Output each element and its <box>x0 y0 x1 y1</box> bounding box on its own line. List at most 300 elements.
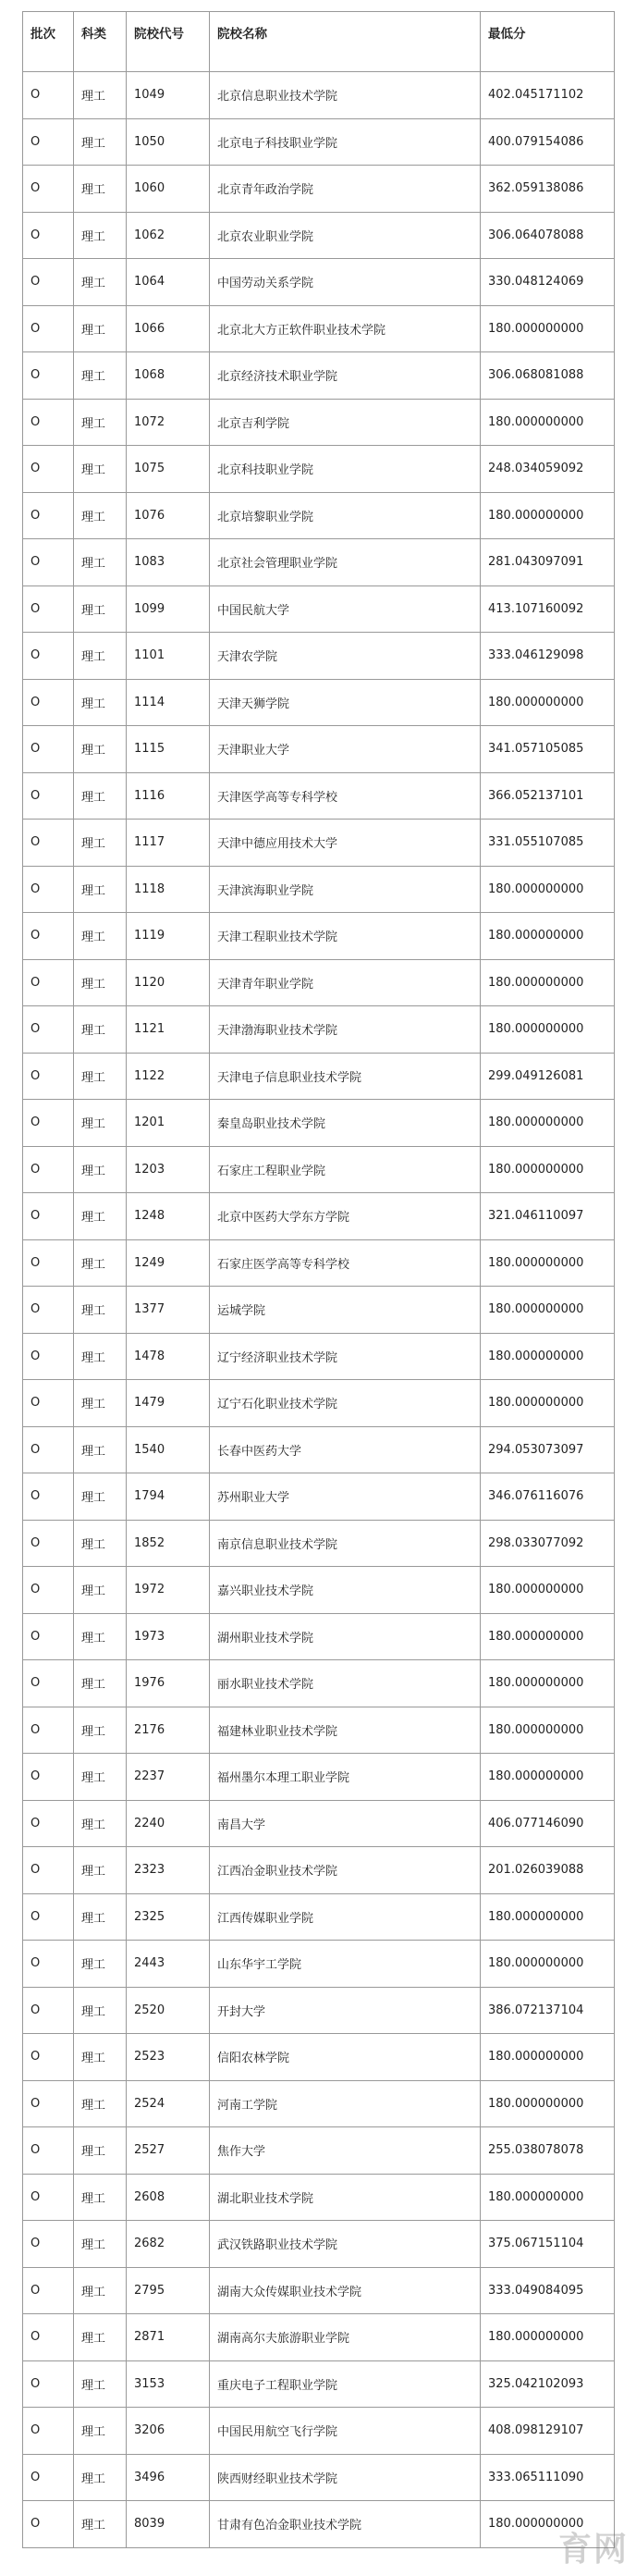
cell-school-code: 1114 <box>127 679 210 726</box>
cell-school-code: 1122 <box>127 1053 210 1100</box>
cell-batch: O <box>23 212 74 259</box>
cell-batch: O <box>23 1333 74 1380</box>
cell-school-name: 天津农学院 <box>210 633 481 680</box>
cell-category: 理工 <box>74 72 127 119</box>
cell-batch: O <box>23 1146 74 1193</box>
cell-category: 理工 <box>74 2080 127 2127</box>
cell-min-score: 400.079154086 <box>481 118 615 166</box>
cell-batch: O <box>23 585 74 633</box>
cell-school-code: 1116 <box>127 772 210 820</box>
table-row <box>23 726 615 773</box>
cell-min-score: 180.000000000 <box>481 2174 615 2221</box>
cell-school-name: 河南工学院 <box>210 2080 481 2127</box>
cell-category: 理工 <box>74 679 127 726</box>
cell-batch: O <box>23 2501 74 2548</box>
cell-batch: O <box>23 913 74 960</box>
cell-min-score: 180.000000000 <box>481 1380 615 1427</box>
cell-school-name: 天津电子信息职业技术学院 <box>210 1053 481 1100</box>
table-row <box>23 1146 615 1193</box>
table-row <box>23 1053 615 1100</box>
cell-school-name: 福建林业职业技术学院 <box>210 1707 481 1754</box>
cell-school-code: 1121 <box>127 1006 210 1054</box>
cell-category: 理工 <box>74 1800 127 1847</box>
cell-school-code: 2443 <box>127 1941 210 1988</box>
cell-category: 理工 <box>74 2360 127 2408</box>
cell-school-name: 嘉兴职业技术学院 <box>210 1567 481 1614</box>
cell-school-code: 2237 <box>127 1754 210 1801</box>
cell-batch: O <box>23 866 74 913</box>
table-row <box>23 1987 615 2034</box>
cell-school-code: 1115 <box>127 726 210 773</box>
cell-min-score: 180.000000000 <box>481 2034 615 2081</box>
table-row <box>23 1613 615 1660</box>
table-row <box>23 305 615 352</box>
cell-min-score: 321.046110097 <box>481 1193 615 1240</box>
table-row <box>23 2034 615 2081</box>
cell-min-score: 333.049084095 <box>481 2267 615 2314</box>
cell-min-score: 248.034059092 <box>481 446 615 493</box>
cell-school-name: 辽宁经济职业技术学院 <box>210 1333 481 1380</box>
table-row <box>23 2408 615 2455</box>
cell-batch: O <box>23 539 74 586</box>
cell-batch: O <box>23 399 74 446</box>
cell-category: 理工 <box>74 2174 127 2221</box>
cell-category: 理工 <box>74 305 127 352</box>
cell-school-code: 2323 <box>127 1847 210 1894</box>
cell-category: 理工 <box>74 726 127 773</box>
table-row <box>23 2080 615 2127</box>
cell-category: 理工 <box>74 2221 127 2268</box>
cell-batch: O <box>23 305 74 352</box>
cell-school-name: 湖州职业技术学院 <box>210 1613 481 1660</box>
cell-school-code: 1203 <box>127 1146 210 1193</box>
cell-school-name: 天津滨海职业学院 <box>210 866 481 913</box>
table-row <box>23 1239 615 1287</box>
cell-school-code: 8039 <box>127 2501 210 2548</box>
table-row <box>23 1893 615 1941</box>
cell-min-score: 180.000000000 <box>481 959 615 1006</box>
cell-category: 理工 <box>74 446 127 493</box>
cell-school-name: 福州墨尔本理工职业学院 <box>210 1754 481 1801</box>
cell-school-name: 甘肃有色冶金职业技术学院 <box>210 2501 481 2548</box>
cell-school-name: 湖南高尔夫旅游职业学院 <box>210 2314 481 2361</box>
cell-min-score: 180.000000000 <box>481 1146 615 1193</box>
header-batch: 批次 <box>23 12 74 72</box>
watermark: 育网 <box>557 2531 629 2569</box>
table-row <box>23 1287 615 1334</box>
cell-school-code: 2325 <box>127 1893 210 1941</box>
table-row <box>23 1006 615 1054</box>
cell-school-name: 北京社会管理职业学院 <box>210 539 481 586</box>
cell-batch: O <box>23 1987 74 2034</box>
cell-school-name: 北京中医药大学东方学院 <box>210 1193 481 1240</box>
cell-category: 理工 <box>74 585 127 633</box>
table-row <box>23 1380 615 1427</box>
cell-school-name: 天津职业大学 <box>210 726 481 773</box>
table-row <box>23 633 615 680</box>
table-row <box>23 352 615 400</box>
table-row <box>23 259 615 306</box>
cell-school-code: 1249 <box>127 1239 210 1287</box>
cell-min-score: 180.000000000 <box>481 1893 615 1941</box>
table-row <box>23 72 615 119</box>
score-table <box>22 11 615 2548</box>
table-row <box>23 913 615 960</box>
cell-min-score: 201.026039088 <box>481 1847 615 1894</box>
cell-category: 理工 <box>74 1613 127 1660</box>
cell-batch: O <box>23 772 74 820</box>
cell-batch: O <box>23 492 74 539</box>
table-row <box>23 2314 615 2361</box>
cell-min-score: 408.098129107 <box>481 2408 615 2455</box>
cell-school-code: 1973 <box>127 1613 210 1660</box>
cell-min-score: 180.000000000 <box>481 492 615 539</box>
cell-category: 理工 <box>74 1053 127 1100</box>
cell-school-name: 天津中德应用技术大学 <box>210 820 481 867</box>
cell-category: 理工 <box>74 352 127 400</box>
cell-category: 理工 <box>74 1146 127 1193</box>
cell-category: 理工 <box>74 913 127 960</box>
cell-batch: O <box>23 2080 74 2127</box>
table-row <box>23 820 615 867</box>
cell-batch: O <box>23 2267 74 2314</box>
cell-school-name: 辽宁石化职业技术学院 <box>210 1380 481 1427</box>
cell-school-code: 1068 <box>127 352 210 400</box>
cell-school-code: 1072 <box>127 399 210 446</box>
cell-school-name: 北京培黎职业学院 <box>210 492 481 539</box>
cell-school-name: 湖南大众传媒职业技术学院 <box>210 2267 481 2314</box>
table-body <box>23 72 615 2548</box>
cell-category: 理工 <box>74 1006 127 1054</box>
cell-school-name: 武汉铁路职业技术学院 <box>210 2221 481 2268</box>
cell-min-score: 341.057105085 <box>481 726 615 773</box>
cell-school-code: 1083 <box>127 539 210 586</box>
cell-category: 理工 <box>74 820 127 867</box>
cell-school-name: 中国民用航空飞行学院 <box>210 2408 481 2455</box>
cell-min-score: 180.000000000 <box>481 1239 615 1287</box>
cell-min-score: 406.077146090 <box>481 1800 615 1847</box>
cell-min-score: 333.046129098 <box>481 633 615 680</box>
cell-batch: O <box>23 1053 74 1100</box>
cell-batch: O <box>23 2408 74 2455</box>
cell-min-score: 402.045171102 <box>481 72 615 119</box>
cell-min-score: 306.068081088 <box>481 352 615 400</box>
table-row <box>23 2267 615 2314</box>
cell-batch: O <box>23 2314 74 2361</box>
cell-school-code: 3496 <box>127 2454 210 2501</box>
cell-min-score: 299.049126081 <box>481 1053 615 1100</box>
table-row <box>23 399 615 446</box>
table-row <box>23 1754 615 1801</box>
cell-batch: O <box>23 1193 74 1240</box>
cell-min-score: 180.000000000 <box>481 2501 615 2548</box>
cell-category: 理工 <box>74 2127 127 2175</box>
table-row <box>23 1100 615 1147</box>
cell-school-code: 2527 <box>127 2127 210 2175</box>
cell-school-code: 1478 <box>127 1333 210 1380</box>
cell-min-score: 362.059138086 <box>481 166 615 213</box>
table-row <box>23 1800 615 1847</box>
cell-min-score: 180.000000000 <box>481 1941 615 1988</box>
cell-batch: O <box>23 1941 74 1988</box>
cell-min-score: 180.000000000 <box>481 913 615 960</box>
cell-school-name: 信阳农林学院 <box>210 2034 481 2081</box>
cell-min-score: 306.064078088 <box>481 212 615 259</box>
table-row <box>23 446 615 493</box>
cell-category: 理工 <box>74 118 127 166</box>
cell-min-score: 180.000000000 <box>481 1333 615 1380</box>
cell-school-code: 1101 <box>127 633 210 680</box>
cell-category: 理工 <box>74 1426 127 1473</box>
cell-category: 理工 <box>74 866 127 913</box>
table-row <box>23 1426 615 1473</box>
cell-school-code: 1060 <box>127 166 210 213</box>
cell-school-code: 1201 <box>127 1100 210 1147</box>
cell-school-code: 1075 <box>127 446 210 493</box>
table-row <box>23 1567 615 1614</box>
cell-school-name: 北京农业职业学院 <box>210 212 481 259</box>
cell-school-name: 丽水职业技术学院 <box>210 1660 481 1707</box>
cell-school-code: 1099 <box>127 585 210 633</box>
cell-min-score: 346.076116076 <box>481 1473 615 1521</box>
cell-batch: O <box>23 2034 74 2081</box>
cell-school-name: 北京北大方正软件职业技术学院 <box>210 305 481 352</box>
table-row <box>23 166 615 213</box>
cell-school-code: 2523 <box>127 2034 210 2081</box>
cell-school-name: 运城学院 <box>210 1287 481 1334</box>
cell-school-name: 江西传媒职业学院 <box>210 1893 481 1941</box>
cell-min-score: 413.107160092 <box>481 585 615 633</box>
cell-school-code: 1377 <box>127 1287 210 1334</box>
cell-min-score: 180.000000000 <box>481 1754 615 1801</box>
cell-min-score: 325.042102093 <box>481 2360 615 2408</box>
cell-school-code: 1066 <box>127 305 210 352</box>
table-row <box>23 2127 615 2175</box>
table-row <box>23 1941 615 1988</box>
cell-batch: O <box>23 118 74 166</box>
cell-batch: O <box>23 1567 74 1614</box>
cell-school-name: 中国劳动关系学院 <box>210 259 481 306</box>
cell-category: 理工 <box>74 2408 127 2455</box>
cell-category: 理工 <box>74 1473 127 1521</box>
cell-school-code: 2871 <box>127 2314 210 2361</box>
cell-school-code: 1118 <box>127 866 210 913</box>
cell-min-score: 331.055107085 <box>481 820 615 867</box>
header-category: 科类 <box>74 12 127 72</box>
cell-school-name: 南京信息职业技术学院 <box>210 1520 481 1567</box>
cell-school-code: 3206 <box>127 2408 210 2455</box>
cell-category: 理工 <box>74 539 127 586</box>
cell-school-code: 3153 <box>127 2360 210 2408</box>
cell-school-name: 北京吉利学院 <box>210 399 481 446</box>
table-row <box>23 2174 615 2221</box>
cell-category: 理工 <box>74 959 127 1006</box>
cell-category: 理工 <box>74 1287 127 1334</box>
cell-min-score: 281.043097091 <box>481 539 615 586</box>
table-row <box>23 2360 615 2408</box>
cell-school-name: 开封大学 <box>210 1987 481 2034</box>
cell-school-code: 2176 <box>127 1707 210 1754</box>
cell-category: 理工 <box>74 399 127 446</box>
table-row <box>23 1333 615 1380</box>
header-school-name: 院校名称 <box>210 12 481 72</box>
cell-min-score: 294.053073097 <box>481 1426 615 1473</box>
cell-min-score: 333.065111090 <box>481 2454 615 2501</box>
cell-batch: O <box>23 2174 74 2221</box>
cell-school-code: 1117 <box>127 820 210 867</box>
cell-batch: O <box>23 820 74 867</box>
header-row <box>23 12 615 72</box>
cell-batch: O <box>23 259 74 306</box>
cell-school-name: 苏州职业大学 <box>210 1473 481 1521</box>
cell-batch: O <box>23 1473 74 1521</box>
cell-category: 理工 <box>74 1239 127 1287</box>
cell-category: 理工 <box>74 1193 127 1240</box>
cell-category: 理工 <box>74 1380 127 1427</box>
cell-category: 理工 <box>74 1707 127 1754</box>
table-row <box>23 959 615 1006</box>
table-row <box>23 679 615 726</box>
cell-school-name: 北京青年政治学院 <box>210 166 481 213</box>
cell-school-code: 2524 <box>127 2080 210 2127</box>
cell-school-code: 1479 <box>127 1380 210 1427</box>
cell-school-name: 中国民航大学 <box>210 585 481 633</box>
cell-school-name: 南昌大学 <box>210 1800 481 1847</box>
cell-batch: O <box>23 2221 74 2268</box>
table-row <box>23 118 615 166</box>
cell-min-score: 366.052137101 <box>481 772 615 820</box>
cell-category: 理工 <box>74 166 127 213</box>
cell-school-name: 北京经济技术职业学院 <box>210 352 481 400</box>
cell-batch: O <box>23 1239 74 1287</box>
cell-school-code: 1119 <box>127 913 210 960</box>
cell-category: 理工 <box>74 1520 127 1567</box>
cell-school-code: 2682 <box>127 2221 210 2268</box>
table-row <box>23 2454 615 2501</box>
cell-min-score: 330.048124069 <box>481 259 615 306</box>
cell-batch: O <box>23 1707 74 1754</box>
header-min-score: 最低分 <box>481 12 615 72</box>
cell-school-name: 秦皇岛职业技术学院 <box>210 1100 481 1147</box>
cell-school-name: 北京电子科技职业学院 <box>210 118 481 166</box>
cell-min-score: 180.000000000 <box>481 1567 615 1614</box>
table-row <box>23 866 615 913</box>
table-row <box>23 585 615 633</box>
cell-batch: O <box>23 1660 74 1707</box>
cell-school-name: 陕西财经职业技术学院 <box>210 2454 481 2501</box>
cell-min-score: 180.000000000 <box>481 2080 615 2127</box>
cell-min-score: 375.067151104 <box>481 2221 615 2268</box>
cell-category: 理工 <box>74 492 127 539</box>
table-row <box>23 2501 615 2548</box>
cell-school-name: 天津渤海职业技术学院 <box>210 1006 481 1054</box>
cell-min-score: 180.000000000 <box>481 2314 615 2361</box>
cell-category: 理工 <box>74 1941 127 1988</box>
cell-school-code: 1050 <box>127 118 210 166</box>
table-row <box>23 1473 615 1521</box>
cell-school-code: 1049 <box>127 72 210 119</box>
cell-school-code: 2795 <box>127 2267 210 2314</box>
cell-min-score: 180.000000000 <box>481 1660 615 1707</box>
cell-category: 理工 <box>74 2314 127 2361</box>
cell-min-score: 180.000000000 <box>481 399 615 446</box>
cell-school-code: 1062 <box>127 212 210 259</box>
cell-school-name: 江西冶金职业技术学院 <box>210 1847 481 1894</box>
table-row <box>23 1520 615 1567</box>
table-row <box>23 1660 615 1707</box>
cell-school-name: 天津工程职业技术学院 <box>210 913 481 960</box>
cell-category: 理工 <box>74 212 127 259</box>
cell-school-code: 1852 <box>127 1520 210 1567</box>
cell-school-name: 北京信息职业技术学院 <box>210 72 481 119</box>
cell-category: 理工 <box>74 1333 127 1380</box>
cell-category: 理工 <box>74 2267 127 2314</box>
header-school-code: 院校代号 <box>127 12 210 72</box>
cell-school-code: 1248 <box>127 1193 210 1240</box>
cell-category: 理工 <box>74 259 127 306</box>
cell-category: 理工 <box>74 1893 127 1941</box>
cell-min-score: 180.000000000 <box>481 679 615 726</box>
cell-min-score: 180.000000000 <box>481 1006 615 1054</box>
cell-min-score: 180.000000000 <box>481 866 615 913</box>
cell-school-name: 山东华宇工学院 <box>210 1941 481 1988</box>
cell-category: 理工 <box>74 2034 127 2081</box>
cell-school-code: 1064 <box>127 259 210 306</box>
table-row <box>23 2221 615 2268</box>
cell-batch: O <box>23 72 74 119</box>
cell-min-score: 180.000000000 <box>481 1100 615 1147</box>
cell-category: 理工 <box>74 1660 127 1707</box>
cell-min-score: 386.072137104 <box>481 1987 615 2034</box>
cell-category: 理工 <box>74 1987 127 2034</box>
cell-batch: O <box>23 1893 74 1941</box>
cell-school-code: 1540 <box>127 1426 210 1473</box>
table-row <box>23 492 615 539</box>
cell-school-code: 2520 <box>127 1987 210 2034</box>
cell-batch: O <box>23 1006 74 1054</box>
cell-batch: O <box>23 1754 74 1801</box>
cell-category: 理工 <box>74 1847 127 1894</box>
cell-batch: O <box>23 2454 74 2501</box>
cell-min-score: 180.000000000 <box>481 305 615 352</box>
cell-category: 理工 <box>74 2454 127 2501</box>
cell-batch: O <box>23 1100 74 1147</box>
cell-category: 理工 <box>74 2501 127 2548</box>
cell-category: 理工 <box>74 1567 127 1614</box>
cell-min-score: 298.033077092 <box>481 1520 615 1567</box>
table-row <box>23 1847 615 1894</box>
cell-batch: O <box>23 446 74 493</box>
cell-school-name: 重庆电子工程职业学院 <box>210 2360 481 2408</box>
cell-school-code: 2608 <box>127 2174 210 2221</box>
cell-batch: O <box>23 633 74 680</box>
cell-school-name: 湖北职业技术学院 <box>210 2174 481 2221</box>
cell-school-code: 1076 <box>127 492 210 539</box>
cell-batch: O <box>23 1426 74 1473</box>
cell-category: 理工 <box>74 1754 127 1801</box>
cell-min-score: 255.038078078 <box>481 2127 615 2175</box>
cell-min-score: 180.000000000 <box>481 1287 615 1334</box>
table-row <box>23 772 615 820</box>
cell-school-code: 1972 <box>127 1567 210 1614</box>
cell-school-name: 石家庄医学高等专科学校 <box>210 1239 481 1287</box>
cell-category: 理工 <box>74 633 127 680</box>
cell-school-code: 2240 <box>127 1800 210 1847</box>
cell-category: 理工 <box>74 772 127 820</box>
cell-school-code: 1976 <box>127 1660 210 1707</box>
cell-batch: O <box>23 166 74 213</box>
table-row <box>23 539 615 586</box>
